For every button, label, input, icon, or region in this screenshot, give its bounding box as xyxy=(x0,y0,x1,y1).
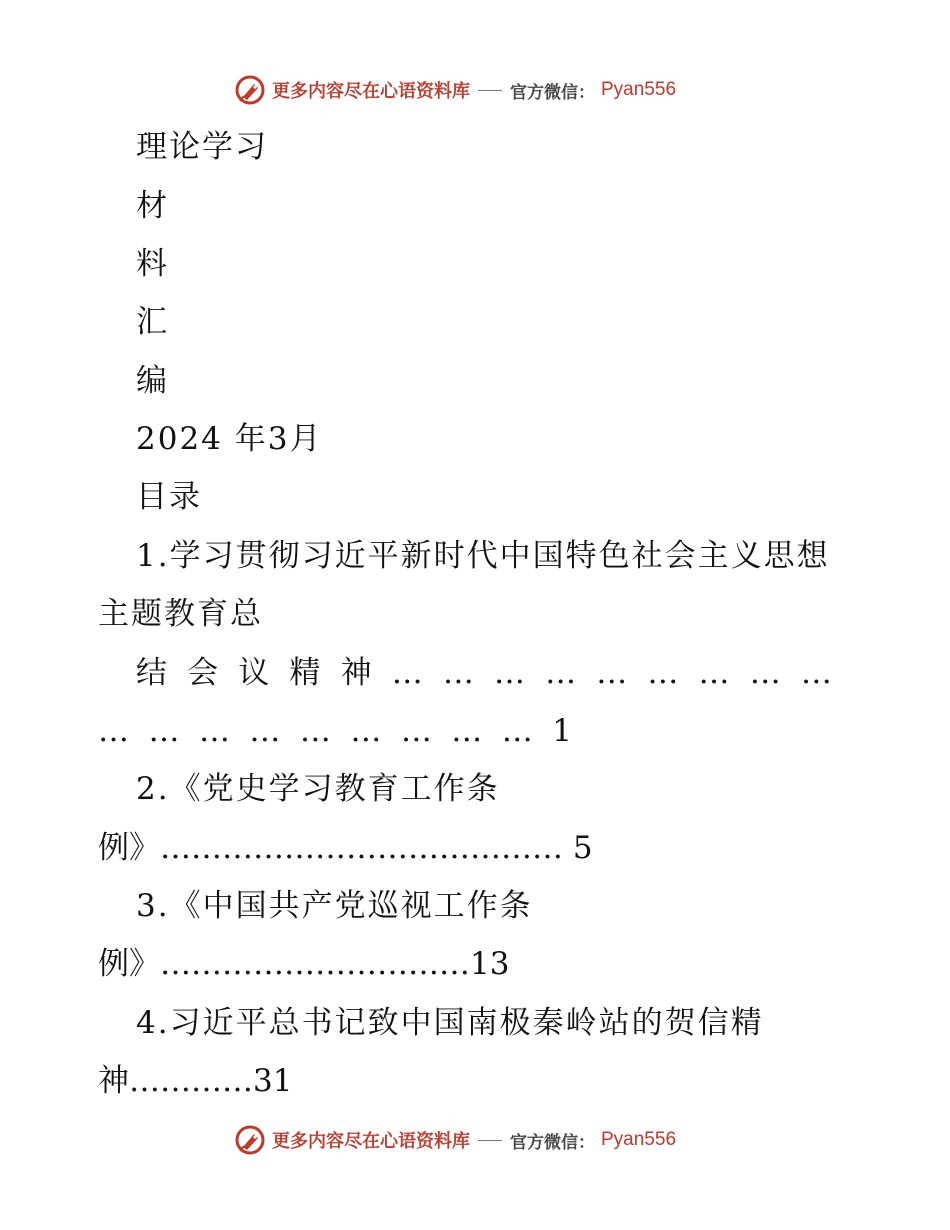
wechat-id: Pyan556 xyxy=(601,1129,677,1150)
toc-leader: … xyxy=(596,655,628,691)
toc-entry-2-line-1: 2.《党史学习教育工作条 xyxy=(136,771,500,807)
toc-entry-3-line-1: 3.《中国共产党巡视工作条 xyxy=(136,888,533,924)
title-char-bian: 编 xyxy=(136,363,169,399)
title-char-hui: 汇 xyxy=(136,304,169,340)
toc-entry-3-line-2: 例》…………………………13 xyxy=(98,946,510,982)
toc-leader: … xyxy=(442,655,474,691)
header-banner xyxy=(234,72,676,108)
toc-leader: … xyxy=(545,655,577,691)
toc-leader: … xyxy=(451,713,483,749)
toc-heading: 目录 xyxy=(136,479,202,515)
toc-leader: … xyxy=(493,655,525,691)
toc-leader: … xyxy=(98,713,129,749)
toc-entry-2-line-2: 例》………………………………… 5 xyxy=(98,830,593,866)
toc-leader: … xyxy=(800,655,832,691)
wechat-id: Pyan556 xyxy=(601,79,677,100)
toc-char: 神 xyxy=(340,655,372,691)
toc-leader: … xyxy=(501,713,533,749)
toc-leader: … xyxy=(299,713,331,749)
brand-text: 更多内容尽在心语资料库 xyxy=(272,81,470,102)
toc-entry-1-line-3 xyxy=(136,653,832,693)
toc-entry-4-line-2: 神…………31 xyxy=(98,1063,293,1099)
toc-char: 议 xyxy=(238,655,270,691)
toc-leader: … xyxy=(400,713,432,749)
title-char-cai: 材 xyxy=(136,188,169,224)
toc-leader: … xyxy=(350,713,382,749)
toc-page-number: 1 xyxy=(552,713,572,749)
banner-dash xyxy=(478,90,502,91)
toc-entry-1-line-1: 1.学习贯彻习近平新时代中国特色社会主义思想 xyxy=(136,538,830,574)
pen-nib-logo-icon xyxy=(234,74,266,106)
official-label: 官方微信： xyxy=(510,1132,595,1153)
toc-leader: … xyxy=(749,655,781,691)
toc-leader: … xyxy=(391,655,423,691)
toc-leader: … xyxy=(198,713,230,749)
title-line-1: 理论学习 xyxy=(136,129,268,165)
toc-entry-1-line-4 xyxy=(98,711,572,751)
toc-leader: … xyxy=(647,655,679,691)
date-line: 2024 年3月 xyxy=(136,421,323,457)
footer-banner xyxy=(234,1122,676,1158)
official-label: 官方微信： xyxy=(510,82,595,103)
toc-char: 会 xyxy=(187,655,219,691)
banner-dash xyxy=(478,1140,502,1141)
title-char-liao: 料 xyxy=(136,246,169,282)
toc-leader: … xyxy=(698,655,730,691)
pen-nib-logo-icon xyxy=(234,1124,266,1156)
toc-char: 结 xyxy=(136,655,167,691)
toc-entry-1-line-2: 主题教育总 xyxy=(98,596,263,632)
toc-char: 精 xyxy=(289,655,321,691)
brand-text: 更多内容尽在心语资料库 xyxy=(272,1131,470,1152)
toc-leader: … xyxy=(148,713,180,749)
toc-entry-4-line-1: 4.习近平总书记致中国南极秦岭站的贺信精 xyxy=(136,1005,764,1041)
toc-leader: … xyxy=(249,713,281,749)
